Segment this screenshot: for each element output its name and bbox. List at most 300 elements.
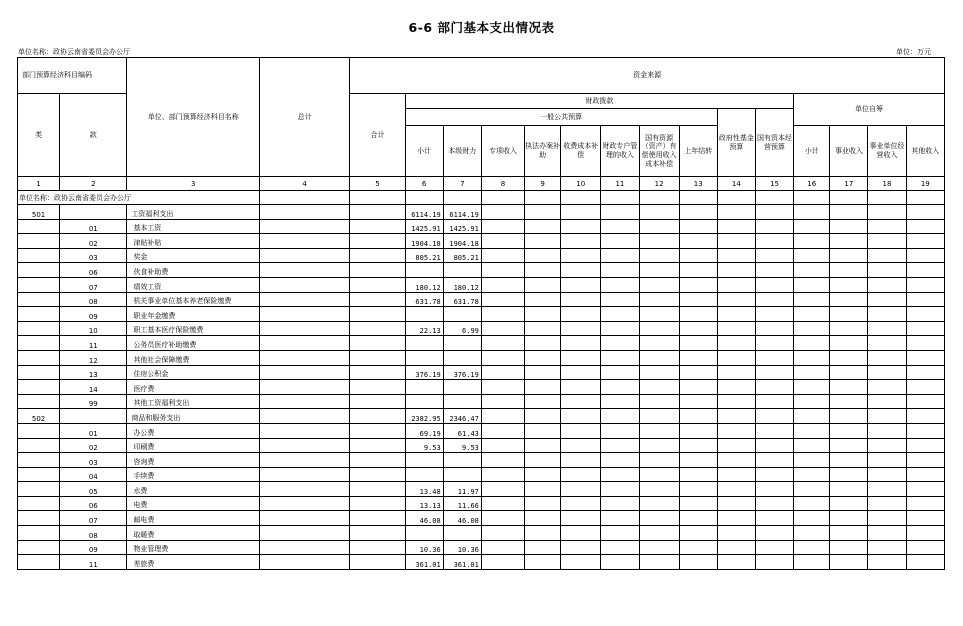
cell-name: 绩效工资 [127,277,260,292]
cell-kuan [60,409,127,424]
cell-empty [755,380,793,395]
cell-empty [906,380,944,395]
cell-name: 伙食补助费 [127,263,260,278]
cell-heji [350,365,405,380]
cell-lei [18,336,60,351]
cell-empty [830,453,868,468]
table-row [18,526,945,541]
cell-empty [679,336,717,351]
cell-empty [794,467,830,482]
cell-kuan: 07 [60,277,127,292]
cell-empty [481,482,524,497]
cell-empty [906,350,944,365]
cell-current-fiscal [443,453,481,468]
table-row [18,467,945,482]
cell-empty [830,496,868,511]
cell-empty [717,453,755,468]
cell-heji [350,482,405,497]
cell-subtotal [405,263,443,278]
table-row [18,555,945,570]
cell-subtotal [405,380,443,395]
cell-empty [830,263,868,278]
cell-empty [755,467,793,482]
cell-lei [18,292,60,307]
header-other-income: 其他收入 [906,126,944,177]
column-index-cell: 9 [525,177,561,191]
cell-empty [525,467,561,482]
cell-empty [830,219,868,234]
cell-subtotal: 6114.19 [405,205,443,220]
cell-heji [350,540,405,555]
cell-empty [755,555,793,570]
cell-current-fiscal [443,467,481,482]
cell-current-fiscal: 10.36 [443,540,481,555]
table-row [18,277,945,292]
cell-empty [679,453,717,468]
cell-empty [755,540,793,555]
cell-total [259,292,349,307]
cell-empty [755,219,793,234]
cell-total [259,234,349,249]
cell-current-fiscal: 61.43 [443,423,481,438]
cell-lei [18,365,60,380]
cell-empty [830,234,868,249]
cell-name: 咨询费 [127,453,260,468]
cell-total [259,423,349,438]
cell-empty [481,438,524,453]
cell-heji [350,263,405,278]
cell-current-fiscal [443,380,481,395]
column-index-cell: 19 [906,177,944,191]
cell-empty [561,219,601,234]
cell-empty [717,336,755,351]
cell-empty [830,336,868,351]
header-kuan: 款 [60,94,127,177]
cell-empty [868,219,906,234]
cell-empty [868,277,906,292]
cell-subtotal: 376.19 [405,365,443,380]
cell-heji [350,380,405,395]
cell-subtotal: 9.53 [405,438,443,453]
cell-empty [794,219,830,234]
table-row [18,380,945,395]
cell-empty [717,350,755,365]
cell-empty [794,511,830,526]
cell-empty [601,292,639,307]
cell-current-fiscal [443,394,481,409]
cell-lei [18,307,60,322]
cell-empty [794,555,830,570]
cell-empty [717,365,755,380]
table-row [18,482,945,497]
cell-heji [350,555,405,570]
table-row [18,307,945,322]
cell-empty [601,526,639,541]
cell-total [259,555,349,570]
cell-name: 取暖费 [127,526,260,541]
cell-empty [679,277,717,292]
cell-empty [481,365,524,380]
cell-lei [18,511,60,526]
cell-empty [679,307,717,322]
cell-lei [18,526,60,541]
cell-empty [639,394,679,409]
table-row [18,540,945,555]
header-heji: 合计 [350,94,405,177]
header-state-assets: 国有资源（资产）有偿使用收入成本补偿 [639,126,679,177]
cell-heji [350,219,405,234]
cell-empty [906,540,944,555]
cell-name: 水费 [127,482,260,497]
cell-empty [679,248,717,263]
cell-name: 公务员医疗补助缴费 [127,336,260,351]
cell-empty [561,350,601,365]
cell-empty [639,365,679,380]
cell-empty [639,423,679,438]
cell-empty [561,467,601,482]
cell-heji [350,248,405,263]
cell-empty [717,423,755,438]
cell-empty [525,453,561,468]
cell-empty [830,394,868,409]
cell-empty [906,409,944,424]
cell-empty [525,234,561,249]
cell-empty [906,438,944,453]
cell-empty [794,496,830,511]
cell-kuan: 06 [60,263,127,278]
cell-empty [717,467,755,482]
cell-empty [481,511,524,526]
cell-heji [350,321,405,336]
cell-empty [755,292,793,307]
cell-lei [18,350,60,365]
cell-empty [481,292,524,307]
cell-empty [639,380,679,395]
cell-empty [830,409,868,424]
cell-name: 住房公积金 [127,365,260,380]
cell-empty [794,526,830,541]
cell-empty [601,423,639,438]
cell-name: 电费 [127,496,260,511]
page-title: 6-6 部门基本支出情况表 [408,20,555,35]
cell-empty [525,277,561,292]
cell-current-fiscal [443,350,481,365]
cell-empty [794,292,830,307]
table-row [18,496,945,511]
cell-total [259,394,349,409]
cell-lei [18,453,60,468]
cell-subtotal: 46.08 [405,511,443,526]
cell-empty [755,205,793,220]
cell-empty [868,511,906,526]
cell-total [259,277,349,292]
cell-empty [906,205,944,220]
cell-current-fiscal [443,526,481,541]
cell-total [259,409,349,424]
column-index-cell: 2 [60,177,127,191]
cell-empty [639,205,679,220]
header-fee-income: 收费成本补偿 [561,126,601,177]
cell-empty [794,336,830,351]
cell-empty [481,496,524,511]
cell-empty [679,438,717,453]
cell-empty [601,350,639,365]
cell-empty [868,482,906,497]
cell-kuan: 13 [60,365,127,380]
cell-empty [561,438,601,453]
cell-empty [639,496,679,511]
cell-empty [794,438,830,453]
cell-empty [679,234,717,249]
cell-empty [481,555,524,570]
column-index-cell: 15 [755,177,793,191]
cell-empty [601,205,639,220]
cell-heji [350,409,405,424]
cell-kuan: 09 [60,540,127,555]
cell-empty [830,321,868,336]
cell-empty [679,263,717,278]
cell-empty [868,234,906,249]
cell-empty [601,365,639,380]
cell-empty [481,409,524,424]
cell-empty [868,205,906,220]
cell-empty [525,350,561,365]
cell-empty [755,423,793,438]
cell-empty [755,438,793,453]
cell-empty [906,526,944,541]
cell-empty [561,526,601,541]
cell-empty [601,307,639,322]
cell-empty [639,321,679,336]
cell-lei: 502 [18,409,60,424]
cell-empty [830,438,868,453]
cell-empty [525,496,561,511]
cell-kuan: 10 [60,321,127,336]
cell-subtotal: 1904.18 [405,234,443,249]
cell-kuan: 04 [60,467,127,482]
cell-empty [868,263,906,278]
cell-subtotal: 631.78 [405,292,443,307]
cell-empty [561,409,601,424]
cell-empty [794,321,830,336]
cell-empty [794,277,830,292]
cell-empty [794,234,830,249]
cell-empty [679,467,717,482]
column-index-cell: 18 [868,177,906,191]
cell-lei [18,380,60,395]
column-index-cell: 5 [350,177,405,191]
cell-empty [679,423,717,438]
cell-heji [350,496,405,511]
cell-name: 差旅费 [127,555,260,570]
cell-subtotal: 10.36 [405,540,443,555]
cell-empty [601,394,639,409]
cell-heji [350,205,405,220]
cell-empty [601,219,639,234]
cell-subtotal: 805.21 [405,248,443,263]
table-row [18,350,945,365]
cell-empty [639,467,679,482]
cell-empty [755,511,793,526]
cell-empty [868,467,906,482]
cell-empty [601,438,639,453]
cell-empty [868,292,906,307]
cell-empty [755,263,793,278]
cell-lei [18,423,60,438]
cell-empty [525,423,561,438]
cell-empty [679,219,717,234]
cell-empty [906,453,944,468]
cell-empty [679,380,717,395]
header-name: 单位、部门预算经济科目名称 [127,58,260,177]
cell-empty [755,482,793,497]
cell-empty [717,394,755,409]
cell-empty [481,467,524,482]
cell-empty [755,248,793,263]
cell-empty [717,234,755,249]
cell-empty [561,292,601,307]
cell-empty [906,511,944,526]
cell-empty [525,263,561,278]
cell-empty [639,453,679,468]
cell-empty [868,321,906,336]
cell-subtotal [405,453,443,468]
cell-heji [350,350,405,365]
cell-subtotal [405,336,443,351]
cell-total [259,350,349,365]
cell-current-fiscal: 9.53 [443,438,481,453]
cell-current-fiscal: 11.66 [443,496,481,511]
header-general-budget: 一般公共预算 [405,109,717,126]
cell-empty [755,350,793,365]
cell-empty [601,511,639,526]
cell-empty [561,277,601,292]
cell-empty [561,540,601,555]
cell-heji [350,467,405,482]
cell-total [259,263,349,278]
cell-total [259,219,349,234]
cell-empty [794,409,830,424]
cell-empty [906,555,944,570]
expenditure-table [17,57,945,570]
cell-empty [639,482,679,497]
cell-empty [561,336,601,351]
cell-name: 医疗费 [127,380,260,395]
cell-lei [18,438,60,453]
cell-empty [717,248,755,263]
cell-lei [18,219,60,234]
header-unit-self: 单位自筹 [794,94,945,126]
cell-kuan: 05 [60,482,127,497]
table-row [18,263,945,278]
cell-subtotal: 13.13 [405,496,443,511]
cell-empty [481,526,524,541]
cell-empty [755,409,793,424]
cell-empty [794,350,830,365]
cell-empty [717,380,755,395]
table-row [18,365,945,380]
header-fund-source: 资金来源 [350,58,945,94]
cell-empty [830,277,868,292]
cell-current-fiscal: 805.21 [443,248,481,263]
cell-empty [561,423,601,438]
cell-current-fiscal: 6.99 [443,321,481,336]
cell-kuan: 01 [60,423,127,438]
cell-subtotal: 22.13 [405,321,443,336]
cell-empty [868,380,906,395]
cell-empty [755,365,793,380]
cell-total [259,248,349,263]
cell-empty [755,307,793,322]
cell-empty [525,555,561,570]
cell-empty [755,336,793,351]
cell-heji [350,438,405,453]
cell-lei [18,277,60,292]
cell-heji [350,526,405,541]
cell-empty [561,453,601,468]
cell-empty [868,526,906,541]
cell-empty [717,540,755,555]
unit-measure: 单位：万元 [896,48,931,56]
cell-empty [755,234,793,249]
cell-empty [525,380,561,395]
cell-empty [601,234,639,249]
cell-empty [868,496,906,511]
cell-current-fiscal: 631.78 [443,292,481,307]
cell-empty [561,380,601,395]
cell-empty [639,540,679,555]
cell-empty [755,453,793,468]
table-row [18,321,945,336]
cell-heji [350,292,405,307]
cell-empty [601,467,639,482]
cell-kuan: 06 [60,496,127,511]
header-u-subtotal: 小计 [794,126,830,177]
cell-empty [639,248,679,263]
unit-row-label: 单位名称：政协云南省委员会办公厅 [18,191,260,205]
cell-empty [717,409,755,424]
cell-empty [868,423,906,438]
cell-name: 工资福利支出 [127,205,260,220]
cell-empty [868,365,906,380]
cell-empty [601,482,639,497]
cell-empty [639,263,679,278]
cell-empty [639,409,679,424]
cell-empty [525,540,561,555]
cell-empty [561,248,601,263]
cell-empty [794,380,830,395]
cell-empty [794,307,830,322]
cell-empty [525,307,561,322]
cell-kuan: 14 [60,380,127,395]
cell-empty [906,321,944,336]
table-row [18,205,945,220]
cell-lei [18,263,60,278]
cell-empty [717,263,755,278]
cell-empty [830,350,868,365]
cell-empty [868,336,906,351]
column-index-cell: 6 [405,177,443,191]
cell-subtotal: 180.12 [405,277,443,292]
cell-empty [906,219,944,234]
cell-total [259,482,349,497]
cell-empty [906,292,944,307]
cell-name: 津贴补贴 [127,234,260,249]
table-row [18,336,945,351]
cell-empty [717,307,755,322]
cell-empty [601,263,639,278]
cell-empty [561,307,601,322]
